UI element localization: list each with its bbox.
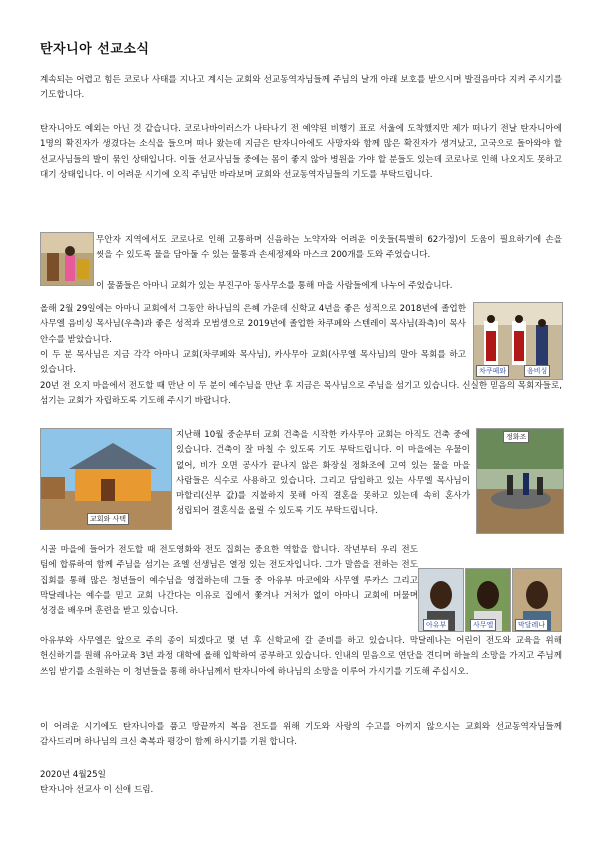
caption-church: 교회와 사택 bbox=[87, 513, 129, 525]
photo-youth-samuel bbox=[465, 568, 511, 632]
photo-septic-tank bbox=[476, 428, 564, 534]
caption-samuel: 사무엘 bbox=[470, 619, 496, 631]
paragraph-church-construction: 지난해 10월 중순부터 교회 건축을 시작한 카사무아 교회는 아직도 건축 중에 있습니다. 건축이 잘 마칠 수 있도록 기도 부탁드립니다. 이 마을에는 우물이 없어, 비가 오면 공사가 끝나지 않은 화장실 정화조에 고여 있는 물을 마을 사람들은 식수로 사용하고 있습니다. 그리고 담임하고 있는 사무엘 목사님이 마할리(신부 값)를 지불하지 못해 아직 결혼을 못하고 있는데 속히 혼사가 성립되어 결혼식을 올릴 수 있도록 기도 부탁드립니다. bbox=[176, 430, 470, 517]
paragraph-youth-plans: 아유부와 사무엘은 앞으로 주의 종이 되겠다고 몇 년 후 신학교에 갈 준비를 하고 있습니다. 막달레나는 어린이 전도와 교육을 위해 헌신하기를 원해 유아교육 3년 과정 대학에 올해 입학하여 공부하고 있습니다. 인내의 믿음으로 연단을 견디며 하늘의 소망을 가지고 주님께 쓰임 받기를 소원하는 이 청년들을 통해 하나님께서 탄자니아에 하나님의 소망을 이루어 가시기를 기도해 주십시오. bbox=[40, 636, 562, 677]
paragraph-ordination: 올해 2월 29일에는 아마니 교회에서 그동안 하나님의 은혜 가운데 신학교 4년을 좋은 성적으로 2018년에 졸업한 사무엘 음비싱 목사님(우측)과 좋은 성적과 모범생으로 2019년에 졸업한 차쿠페와 스텐레이 목사님(좌측)이 목사 안수를 받았습니다. bbox=[40, 304, 466, 345]
caption-magdalena: 막달레나 bbox=[515, 619, 548, 631]
paragraph-pastors-testimony: 20년 전 오지 마을에서 전도할 때 만난 이 두 분이 예수님을 만난 후 지금은 목사님으로 주님을 섬기고 있습니다. 신실한 믿음의 목회자들로, 섬기는 교회가 자립하도록 기도해 주시기 바랍니다. bbox=[40, 381, 562, 407]
photo-youth-magdalena bbox=[512, 568, 562, 632]
paragraph-relief: 무안자 지역에서도 코로나로 인해 고통하며 신음하는 노약자와 어려운 이웃들(특별히 62가정)이 도움이 필요하기에 손을 씻을 수 있도록 물을 담아둘 수 있는 물통과 손세정제와 마스크 200개를 도와 주었습니다. bbox=[96, 235, 562, 261]
caption-septic: 정화조 bbox=[503, 431, 529, 443]
photo-ordained-pastors bbox=[473, 302, 563, 380]
letter-date: 2020년 4월25일 bbox=[40, 770, 106, 780]
paragraph-distribution: 이 물품들은 아마니 교회가 있는 부진구아 동사무소를 통해 마을 사람들에게 나누어 주었습니다. bbox=[96, 281, 453, 291]
paragraph-thanks: 이 어려운 시기에도 탄자니아를 품고 땅끝까지 복음 전도를 위해 기도와 사랑의 수고를 아끼지 않으시는 교회와 선교동역자님들께 감사드리며 하나님의 크신 축복과 평강이 함께 하시기를 기원 합니다. bbox=[40, 722, 562, 748]
paragraph-intro: 계속되는 어렵고 힘든 코로나 사태를 지나고 계시는 교회와 선교동역자님들께 주님의 날개 아래 보호를 받으시며 발걸음마다 지켜 주시기를 기도합니다. bbox=[40, 75, 562, 101]
page-title: 탄자니아 선교소식 bbox=[40, 42, 150, 57]
photo-church-parsonage bbox=[40, 428, 172, 530]
letter-signature: 탄자니아 선교사 이 신애 드림. bbox=[40, 785, 154, 795]
caption-pastor-mbising: 음비싱 bbox=[524, 365, 550, 377]
caption-ayubu: 아유부 bbox=[423, 619, 449, 631]
paragraph-evangelism: 시골 마을에 들어가 전도할 때 전도영화와 전도 집회는 중요한 역할을 합니다. 작년부터 우리 전도 팀에 합류하여 함께 주님을 섬기는 죠엘 선생님은 열정 있는 전도자입니다. 그가 말씀을 전하는 전도 집회를 통해 많은 청년들이 예수님을 영접하는데 그들 중 아유부 마코에와 사무엘 루카스 그리고 막달레나는 예수를 믿고 교회 나간다는 이유로 집에서 쫓겨나 거처가 없이 아마니 교회에 머물며 성경을 배우며 훈련을 받고 있습니다. bbox=[40, 545, 418, 617]
caption-pastor-chakupewa: 차쿠페와 bbox=[476, 365, 509, 377]
photo-supply-distribution bbox=[40, 232, 94, 286]
paragraph-pastors-churches: 이 두 분 목사님은 지금 각각 아마니 교회(차쿠페와 목사님), 카사무아 교회(사무엘 목사님)의 말아 목회를 하고 있습니다. bbox=[40, 350, 466, 376]
paragraph-tanzania-situation: 탄자니아도 예외는 아닌 것 같습니다. 코로나바이러스가 나타나기 전 예약된 비행기 표로 서울에 도착했지만 제가 떠나기 전날 탄자니아에 1명의 확진자가 생겼다는 소식을 들으며 떠나 왔는데 지금은 탄자니아에도 사망자와 함께 많은 확진자가 생겨났고, 고국으로 돌아와야 할 선교사님들의 발이 묶인 상태입니다. 이들 선교사님들 중에는 몸이 좋지 않아 병원을 가야 할 분들도 있는데 코로나로 인해 나오지도 못하고 대기 상태입니다. 이 어려운 시기에 오직 주님만 바라보며 교회와 선교동역자님들의 기도를 부탁드립니다. bbox=[40, 124, 562, 180]
photo-youth-ayubu bbox=[418, 568, 464, 632]
